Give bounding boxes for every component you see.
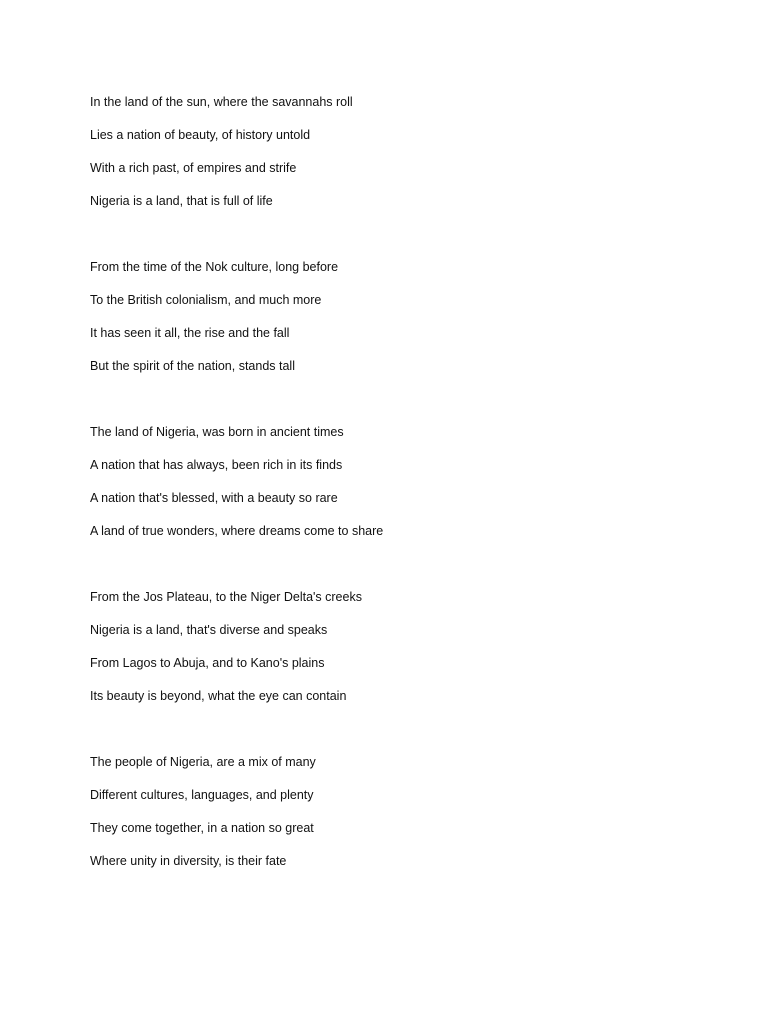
stanza-4	[90, 587, 730, 719]
poem-line: But the spirit of the nation, stands tall	[90, 359, 295, 373]
stanza-3	[90, 422, 730, 554]
poem-line: The people of Nigeria, are a mix of many	[90, 755, 316, 769]
poem-line: Lies a nation of beauty, of history untold	[90, 128, 311, 142]
poem-line: Different cultures, languages, and plenty	[90, 788, 314, 802]
poem-line: In the land of the sun, where the savannahs roll	[90, 95, 353, 109]
poem-line: Its beauty is beyond, what the eye can contain	[90, 689, 347, 703]
poem-line: From the Jos Plateau, to the Niger Delta's creeks	[90, 590, 362, 604]
poem-line: Nigeria is a land, that's diverse and speaks	[90, 623, 328, 637]
stanza-5	[90, 752, 730, 884]
poem-line: A nation that's blessed, with a beauty so rare	[90, 491, 338, 505]
poem-line: A nation that has always, been rich in its finds	[90, 458, 343, 472]
poem-line: With a rich past, of empires and strife	[90, 161, 297, 175]
poem-line: A land of true wonders, where dreams come to share	[90, 524, 384, 538]
poem-line: Nigeria is a land, that is full of life	[90, 194, 273, 208]
poem-line: Where unity in diversity, is their fate	[90, 854, 287, 868]
poem-line: From the time of the Nok culture, long before	[90, 260, 339, 274]
poem-line: To the British colonialism, and much more	[90, 293, 322, 307]
poem-line: They come together, in a nation so great	[90, 821, 314, 835]
poem-body	[90, 92, 730, 917]
poem-line: It has seen it all, the rise and the fall	[90, 326, 290, 340]
poem-line: From Lagos to Abuja, and to Kano's plains	[90, 656, 325, 670]
stanza-1	[90, 92, 730, 224]
stanza-2	[90, 257, 730, 389]
poem-line: The land of Nigeria, was born in ancient times	[90, 425, 344, 439]
